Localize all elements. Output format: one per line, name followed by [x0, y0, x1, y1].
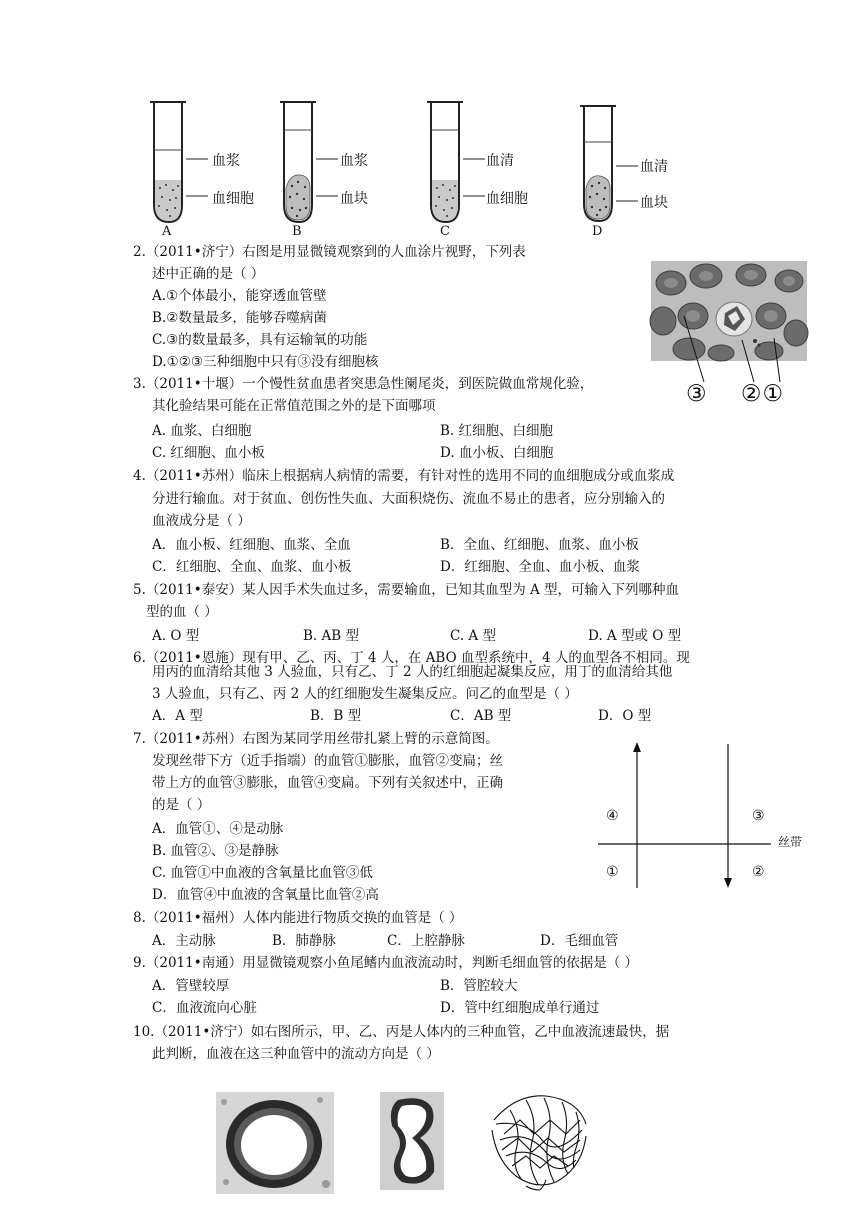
- q6-option-b: B．B 型: [310, 708, 362, 724]
- tube-b-lower-label: 血块: [340, 191, 368, 207]
- q7-option-b: B. 血管②、③是静脉: [152, 843, 279, 859]
- diagram-band-label: 丝带: [778, 835, 803, 849]
- q8-option-a: A．主动脉: [152, 933, 216, 949]
- q4-option-b: B．全血、红细胞、血浆、血小板: [440, 537, 639, 553]
- q7-stem-line1: 7.（2011•苏州）右图为某同学用丝带扎紧上臂的示意简图。: [133, 731, 499, 747]
- q9-option-c: C．血液流向心脏: [152, 1000, 257, 1016]
- q5-option-d: D. A 型或 O 型: [588, 628, 682, 644]
- q9-option-a: A．管壁较厚: [152, 978, 230, 994]
- q3-stem-line2: 其化验结果可能在正常值范围之外的是下面哪项: [152, 398, 436, 414]
- q7-option-a: A．血管①、④是动脉: [152, 821, 284, 837]
- tube-letter-a: A: [162, 224, 172, 239]
- q2-option-d: D.①②③三种细胞中只有③没有细胞核: [152, 354, 379, 370]
- q6-option-d: D．O 型: [598, 708, 652, 724]
- test-tube-d-illustration: [578, 104, 618, 224]
- diagram-label-4: ④: [606, 808, 619, 824]
- q10-stem-line1: 10.（2011•济宁）如右图所示，甲、乙、丙是人体内的三种血管，乙中血液流速最快，据: [133, 1024, 670, 1040]
- q6-option-c: C．AB 型: [450, 708, 512, 724]
- q5-stem-line1: 5.（2011•泰安）某人因手术失血过多，需要输血，已知其血型为 A 型，可输入下列哪种血: [133, 582, 680, 598]
- vessel-capillary-network-image: [486, 1090, 590, 1192]
- q2-stem-line2: 述中正确的是（ ）: [152, 266, 265, 282]
- test-tube-c-illustration: [425, 100, 465, 225]
- q7-option-c: C. 血管①中血液的含氧量比血管③低: [152, 865, 373, 881]
- tube-c-upper-label: 血清: [486, 153, 514, 169]
- diagram-label-3: ③: [752, 808, 765, 824]
- q3-option-a: A. 血浆、白细胞: [152, 423, 252, 439]
- q3-option-c: C. 红细胞、血小板: [152, 445, 265, 461]
- q6-stem-line2: 用丙的血清给其他 3 人验血，只有乙、丁 2 人的红细胞起凝集反应，用丁的血清给其他: [152, 664, 673, 680]
- test-tube-a-illustration: [148, 100, 188, 225]
- vessel-vein-image: [380, 1092, 444, 1190]
- diagram-label-1: ①: [606, 864, 619, 880]
- q8-stem: 8.（2011•福州）人体内能进行物质交换的血管是（ ）: [133, 910, 463, 926]
- q6-stem-line3: 3 人验血，只有乙、丙 2 人的红细胞发生凝集反应。问乙的血型是（ ）: [152, 686, 578, 702]
- q7-option-d: D．血管④中血液的含氧量比血管②高: [152, 887, 379, 903]
- q3-stem-line1: 3.（2011•十堰）一个慢性贫血患者突患急性阑尾炎，到医院做血常规化验，: [133, 376, 594, 392]
- test-tube-b-illustration: [278, 100, 318, 225]
- q9-option-b: B．管腔较大: [440, 978, 518, 994]
- tube-letter-c: C: [440, 224, 450, 239]
- q10-stem-line2: 此判断，血液在这三种血管中的流动方向是（ ）: [152, 1046, 440, 1062]
- q5-stem-line2: 型的血（ ）: [146, 604, 218, 620]
- q8-option-d: D．毛细血管: [540, 933, 619, 949]
- q2-stem-line1: 2.（2011•济宁）右图是用显微镜观察到的人血涂片视野，下列表: [133, 244, 526, 260]
- micrograph-number-labels: ③ ②①: [686, 381, 785, 407]
- tube-c-lower-label: 血细胞: [486, 191, 528, 207]
- q8-option-c: C．上腔静脉: [387, 933, 465, 949]
- q2-option-c: C.③的数量最多，具有运输氧的功能: [152, 332, 368, 348]
- q6-stem-line1: 6.（2011•恩施）现有甲、乙、丙、丁 4 人，在 ABO 血型系统中，4 人的血型各不相同。现: [133, 650, 690, 666]
- tube-letter-b: B: [292, 224, 302, 239]
- q4-option-c: C．红细胞、全血、血浆、血小板: [152, 559, 352, 575]
- q3-option-d: D. 血小板、白细胞: [440, 445, 554, 461]
- micrograph-pointer-lines: [680, 310, 800, 390]
- q7-stem-line2: 发现丝带下方（近手指端）的血管①膨胀，血管②变扁；丝: [152, 753, 503, 769]
- tube-d-upper-label: 血清: [640, 159, 668, 175]
- q4-stem-line3: 血液成分是（ ）: [152, 513, 251, 529]
- diagram-label-2: ②: [752, 864, 765, 880]
- vessel-artery-image: [216, 1092, 334, 1194]
- q6-option-a: A．A 型: [152, 708, 203, 724]
- q3-option-b: B. 红细胞、白细胞: [440, 423, 554, 439]
- q7-stem-line4: 的是（ ）: [152, 797, 211, 813]
- q4-option-d: D．红细胞、全血、血小板、血浆: [440, 559, 640, 575]
- q4-option-a: A．血小板、红细胞、血浆、全血: [152, 537, 351, 553]
- q2-option-a: A.①个体最小，能穿透血管壁: [152, 288, 327, 304]
- q4-stem-line2: 分进行输血。对于贫血、创伤性失血、大面积烧伤、流血不易止的患者，应分别输入的: [152, 491, 665, 507]
- tube-a-upper-label: 血浆: [212, 153, 240, 169]
- q5-option-c: C. A 型: [450, 628, 496, 644]
- tube-a-lower-label: 血细胞: [212, 191, 254, 207]
- tube-d-lower-label: 血块: [640, 195, 668, 211]
- q2-option-b: B.②数量最多，能够吞噬病菌: [152, 310, 327, 326]
- arm-band-diagram: [595, 740, 775, 890]
- q9-stem: 9.（2011•南通）用显微镜观察小鱼尾鳍内血液流动时，判断毛细血管的依据是（ ）: [133, 955, 638, 971]
- q5-option-b: B. AB 型: [303, 628, 359, 644]
- q5-option-a: A. O 型: [152, 628, 200, 644]
- q8-option-b: B．肺静脉: [272, 933, 336, 949]
- q7-stem-line3: 带上方的血管③膨胀，血管④变扁。下列有关叙述中，正确: [152, 775, 503, 791]
- q4-stem-line1: 4.（2011•苏州）临床上根据病人病情的需要，有针对性的选用不同的血细胞成分或血浆成: [133, 468, 675, 484]
- tube-letter-d: D: [592, 224, 603, 239]
- tube-b-upper-label: 血浆: [340, 153, 368, 169]
- q9-option-d: D．管中红细胞成单行通过: [440, 1000, 600, 1016]
